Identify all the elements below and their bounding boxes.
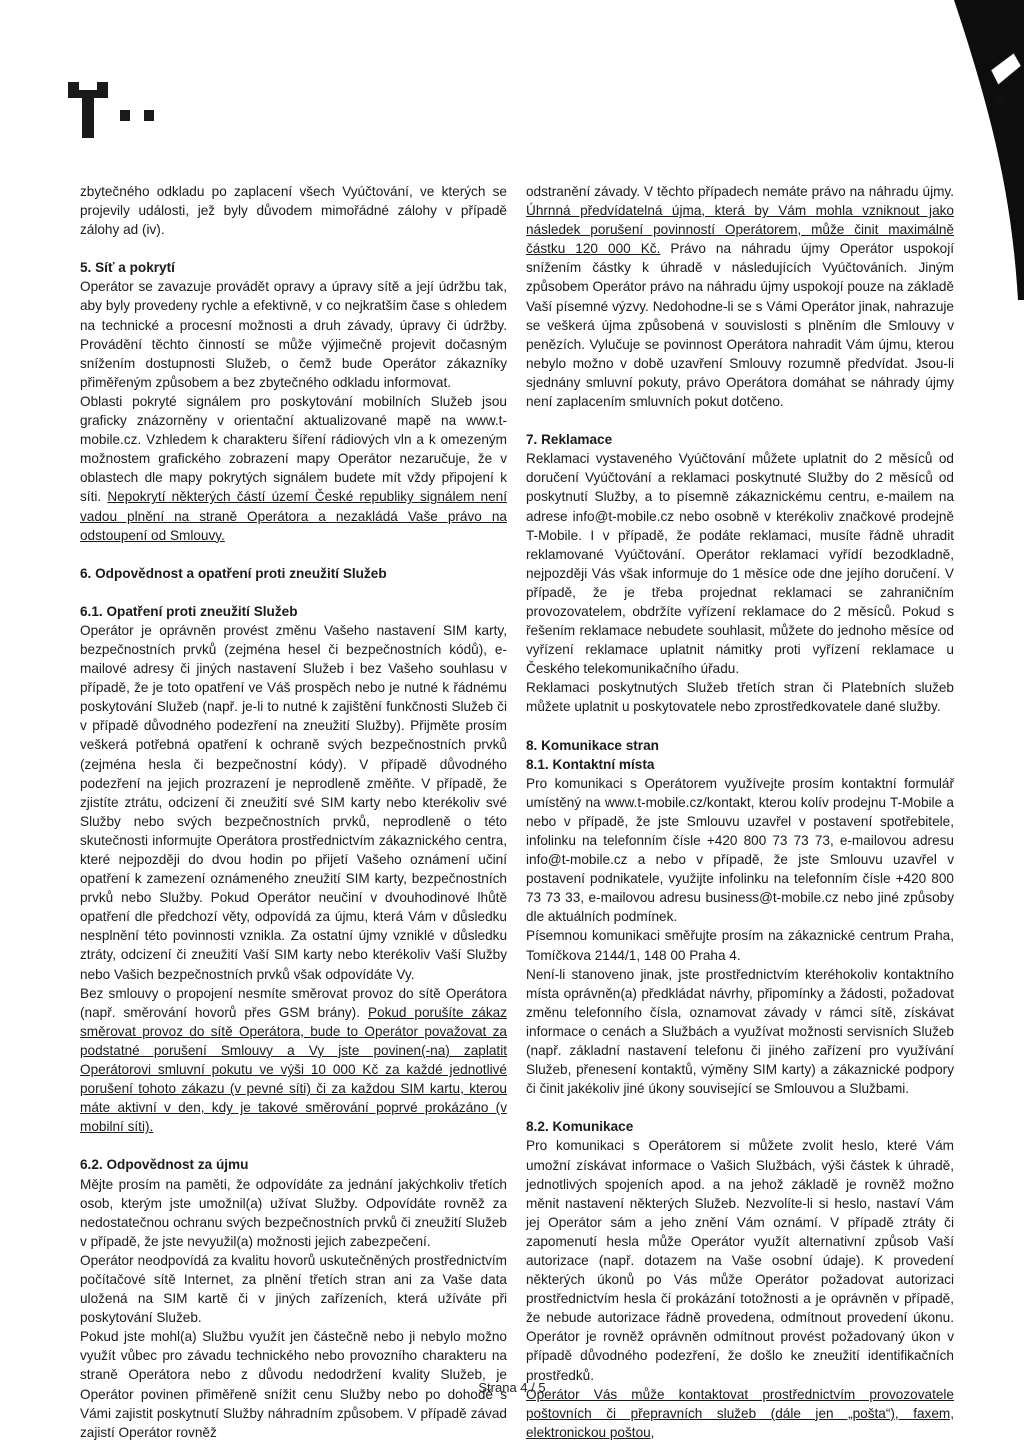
section-8-2-title: 8.2. Komunikace	[526, 1119, 634, 1135]
section-8-1-title: 8.1. Kontaktní místa	[526, 756, 655, 772]
section-6-2-paragraph-3: Pokud jste mohl(a) Službu využít jen částečně nebo ji nebylo možno využít vůbec pro závadu technického nebo provozního charakteru na straně Operátora nebo z důvodu nedodržení kvality Služeb, je Operátor povinen přiměřeně snížit cenu Služby nebo po dohodě s Vámi zajistit poskytnutí Služby náhradním způsobem. V případě závad zajistí Operátor rovněž	[80, 1329, 507, 1440]
section-8-1-paragraph-1: Pro komunikaci s Operátorem využívejte prosím kontaktní formulář umístěný na www.t-mobile.cz/kontakt, kterou kolív prodejnu T-Mobile a nebo v případě, že jste Smlouvu uzavřel v postavení spotřebitele, infolinku na telefonním čísle +420 800 73 73 73, e-mailovou adresu info@t-mobile.cz a nebo v případě, že jste Smlouvu uzavřel v postavení podnikatele, využijte infolinku na telefonním čísle +420 800 73 73 33, e-mailovou adresu business@t-mobile.cz nebo jiné způsoby dle aktuálních podmínek.	[526, 775, 954, 925]
section-7-title: 7. Reklamace	[526, 432, 613, 448]
right-intro-underlined-text: Úhrnná předvídatelná újma, která by Vám mohla vzniknout jako následek porušení povinností Operátorem, může činit maximálně částku 120 000 Kč.	[526, 203, 954, 257]
section-6-2-paragraph-1: Mějte prosím na paměti, že odpovídáte za jednání jakýchkoliv třetích osob, kterým jste umožnil(a) užívat Služby. Odpovídáte rovněž za nedostatečnou ochranu svých bezpečnostních prvků či zneužití Služeb v případě, že jste nevyužil(a) možnosti jejich zabezpečení.	[80, 1176, 507, 1249]
left-column	[80, 182, 507, 1442]
section-8-2-paragraph-1: Pro komunikaci s Operátorem si můžete zvolit heslo, které Vám umožní získávat informace o Vašich Službách, výši částek k úhradě, jednotlivých spojeních apod. a na jehož základě je rovněž možno měnit nastavení některých Služeb. Nezvolíte-li si heslo, nastaví Vám jej Operátor sám a jeho znění Vám oznámí. V případě ztráty či zapomenutí hesla může Operátor využít alternativní způsob Vaší autorizace (např. dotazem na Vaše osobní údaje). K provedení některých úkonů po Vás může Operátor požadovat autorizaci prostřednictvím hesla či prokázání totožnosti a je oprávněn v případě, že nebude autorizace řádně provedena, odmítnout provedení úkonu. Operátor je rovněž oprávněn odmítnout provést požadovaný úkon v případě důvodného podezření, že došlo ke zneužití identifikačních prostředků.	[526, 1138, 954, 1383]
section-5-paragraph-2-text: Oblasti pokryté signálem pro poskytování mobilních Služeb jsou graficky znázorněny v orientační aktualizované mapě na www.t-mobile.cz. Vzhledem k charakteru šíření rádiových vln a k omezeným možnostem grafického zobrazení mapy Operátor nezaručuje, že v oblastech dle mapy pokrytých signálem budete mít vždy připojení k síti.	[80, 393, 507, 505]
left-intro-paragraph: zbytečného odkladu po zaplacení všech Vyúčtování, ve kterých se projevily události, jež byly důvodem mimořádné zálohy v případě zálohy ad (iv).	[80, 184, 507, 238]
section-6-title: 6. Odpovědnost a opatření proti zneužití Služeb	[80, 565, 387, 581]
section-7-paragraph-2: Reklamaci poskytnutých Služeb třetích stran či Platebních služeb můžete uplatnit u poskytovatele nebo zprostředkovatele dané služby.	[526, 680, 954, 715]
right-column	[526, 182, 954, 1442]
section-6-2-title: 6.2. Odpovědnost za újmu	[80, 1157, 249, 1173]
section-5-paragraph-2	[80, 392, 507, 545]
section-6-1-underlined-text: Pokud porušíte zákaz směrovat provoz do sítě Operátora, bude to Operátor považovat za podstatné porušení Smlouvy a Vy jste povinen(-na) zaplatit Operátorovi smluvní pokutu ve výši 10 000 Kč za každé jednotlivé porušení tohoto zákazu (v pevné síti) či za každou SIM kartu, kterou máte aktivní v den, kdy je takové směrování poprvé prokázáno (v mobilní síti).	[80, 1004, 508, 1135]
right-intro-text: odstranění závady. V těchto případech nemáte právo na náhradu újmy.	[526, 184, 954, 199]
section-8-2-underlined-paragraph: Operátor Vás může kontaktovat prostřednictvím provozovatele poštovních či přepravních služeb (dále jen „pošta“), faxem, elektronickou poštou,	[526, 1386, 954, 1440]
section-6-1-paragraph-1: Operátor je oprávněn provést změnu Vašeho nastavení SIM karty, bezpečnostních prvků (zejména hesel či bezpečnostních kódů), e-mailové adresy či jiných nastavení Služeb i bez Vašeho souhlasu v případě, že je toto opatření ve Váš prospěch nebo je nutné k řádnému poskytování Služeb (např. je-li to nutné k zajištění funkčnosti Služeb či v případě důvodného podezření na zneužití Služby). Přijměte prosím veškerá potřebná opatření k ochraně svých bezpečnostních prvků (zejména hesla či bezpečnostní kódy). V případě důvodného podezření na jejich prozrazení je neprodleně změňte. V případě, že zjistíte ztrátu, odcizení či zneužití své SIM karty nebo kterékoliv své Služby nebo svých bezpečnostních prvků, neprodleně o této skutečnosti informujte Operátora prostřednictvím zákaznického centra, které nejpozději do dvou hodin po přijetí Vašeho oznámení učiní opatření k zamezení oznámeného zneužití SIM karty, bezpečnostních prvků nebo Služby. Pokud Operátor neučiní v dvouhodinové lhůtě opatření dle předchozí věty, odpovídá za újmu, která Vám v důsledku nesplnění této povinnosti vznikla. Za ostatní újmy vzniklé v důsledku ztráty, odcizení či zneužití Vaší SIM karty nebo kterékoliv Vaší Služby nebo Vašich bezpečnostních prvků však odpovídáte Vy.	[80, 622, 507, 982]
t-mobile-logo	[68, 80, 198, 140]
section-6-1-title: 6.1. Opatření proti zneužití Služeb	[80, 603, 298, 619]
section-6-1-paragraph-2-text: Bez smlouvy o propojení nesmíte směrovat provoz do sítě Operátora (např. směrování hovorů přes GSM brány).	[80, 985, 507, 1020]
right-intro-paragraph	[526, 182, 954, 411]
section-6-1-paragraph-2	[80, 984, 507, 1137]
section-8-1-paragraph-2: Písemnou komunikaci směřujte prosím na zákaznické centrum Praha, Tomíčkova 2144/1, 148 00 Praha 4.	[526, 928, 954, 963]
section-6-2-paragraph-2: Operátor neodpovídá za kvalitu hovorů uskutečněných prostřednictvím počítačové sítě Internet, za plnění třetích stran ani za Vaše data uložená na SIM kartě či v jiných zařízeních, která užíváte při poskytování Služeb.	[80, 1252, 507, 1326]
t-logo-icon	[68, 80, 198, 140]
section-8-title: 8. Komunikace stran	[526, 737, 659, 753]
section-5-paragraph-1: Operátor se zavazuje provádět opravy a úpravy sítě a její údržbu tak, aby byly provedeny rychle a efektivně, v co nejkratším čase s ohledem na technické a procesní možnosti a druh závady, úpravy či údržby. Provádění těchto činností se může výjimečně projevit dočasným snížením dostupnosti Služeb, o čemž bude Operátor zákazníky přiměřeným způsobem a bez zbytečného odkladu informovat.	[80, 279, 507, 390]
section-8-1-paragraph-3: Není-li stanoveno jinak, jste prostřednictvím kteréhokoliv kontaktního místa oprávněn(a) předkládat návrhy, připomínky a žádosti, požadovat změnu telefonního čísla, oznamovat závady v rámci sítě, získávat informace o cenách a Službách a využívat možnosti servisních Služeb (např. základní nastavení telefonu či jiného zařízení pro využívání Služeb, přenesení kontaktů, výměny SIM karty) a zákaznické podpory či činit jakékoliv jiné úkony související se Smlouvou a Službami.	[526, 966, 954, 1097]
right-intro-continuation: Právo na náhradu újmy Operátor uspokojí snížením částky k úhradě v následujících Vyúčtováních. Jiným způsobem Operátor právo na náhradu újmy uspokojí pouze na základě Vaší písemné výzvy. Nedohodne-li se s Vámi Operátor jinak, nahrazuje se veškerá újma způsobená v souvislosti s plněním dle Smlouvy v penězích. Vylučuje se povinnost Operátora nahradit Vám újmu, kterou nebylo možno v době uzavření Smlouvy rozumně předvídat. Jsou-li sjednány smluvní pokuty, právo Operátora domáhat se náhrady újmy není zaplacením smluvních pokut dotčeno.	[526, 241, 954, 410]
section-5-underlined-text: Nepokrytí některých částí území České republiky signálem není vadou plnění na straně Operátora a nezakládá Vaše právo na odstoupení od Smlouvy.	[80, 489, 507, 543]
page-number: Strana 4 / 5	[478, 1380, 546, 1395]
section-7-paragraph-1: Reklamaci vystaveného Vyúčtování můžete uplatnit do 2 měsíců od doručení Vyúčtování a reklamaci poskytnuté Služby do 2 měsíců od poskytnutí Služby, a to písemně zákaznickému centru, e-mailem na adrese info@t-mobile.cz nebo osobně v kterékoliv značkové prodejně T-Mobile. I v případě, že podáte reklamaci, musíte řádně uhradit reklamované Vyúčtování. Operátor reklamaci vyřídí bezodkladně, nejpozději Vás však informuje do 1 měsíce ode dne jejího doručení. V případě, že je třeba projednat reklamaci se zahraničním provozovatelem, obdržíte vyřízení reklamace do 2 měsíců. Pokud s řešením reklamace nebudete souhlasit, můžete do jednoho měsíce od vyřízení reklamace uplatnit námitky proti vyřízení reklamace u Českého telekomunikačního úřadu.	[526, 451, 954, 677]
section-5-title: 5. Síť a pokrytí	[80, 260, 175, 276]
